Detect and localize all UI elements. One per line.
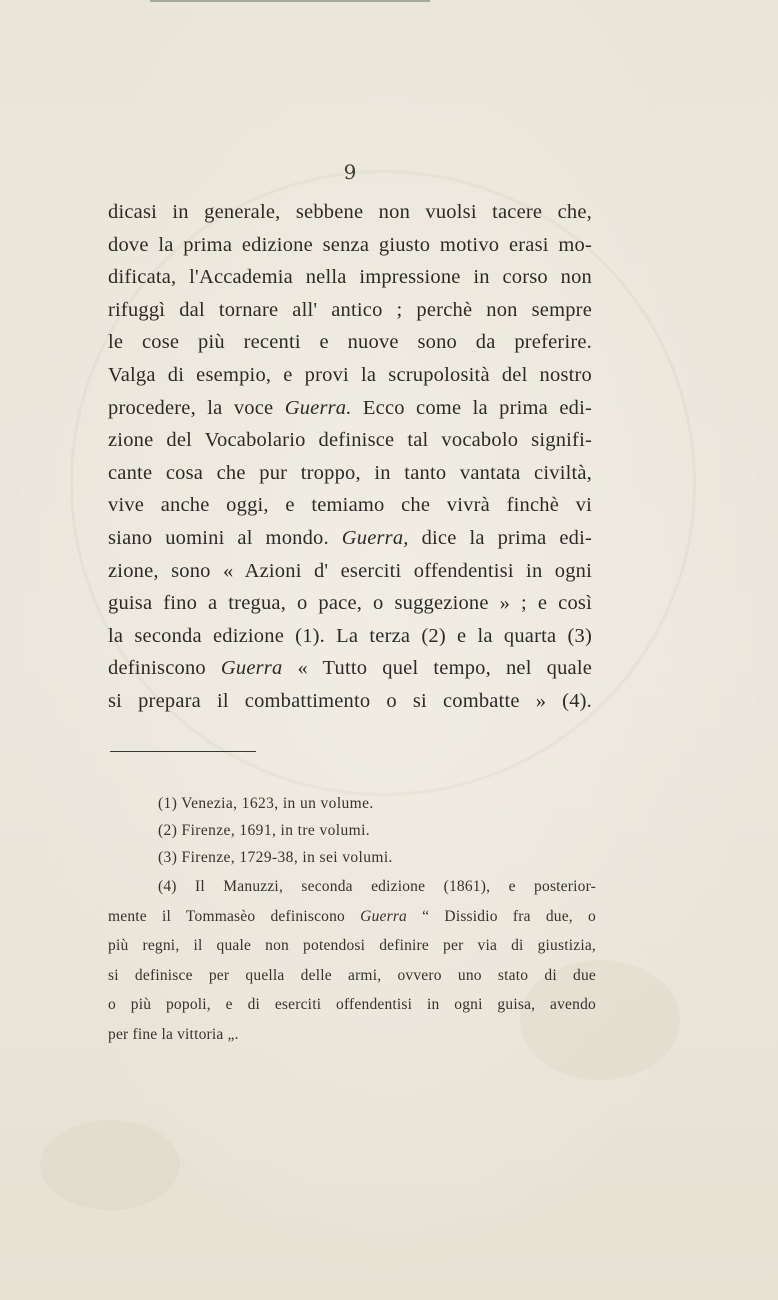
text-run: « Tutto quel tempo, nel quale — [282, 657, 593, 680]
text-line — [108, 522, 592, 555]
text-line: guisa fino a tregua, o pace, o suggezione » ; e così — [108, 592, 592, 615]
footnote-line: si definisce per quella delle armi, ovvero uno stato di due — [108, 966, 596, 984]
footnote-1: (1) Venezia, 1623, in un volume. — [158, 795, 374, 812]
body-paragraph — [108, 196, 592, 718]
footnote-3: (3) Firenze, 1729-38, in sei volumi. — [158, 849, 393, 866]
text-run: Ecco come la prima edi- — [351, 396, 592, 419]
text-line: dove la prima edizione senza giusto motivo erasi mo- — [108, 233, 592, 256]
page-number: 9 — [343, 160, 357, 184]
text-line: cante cosa che pur troppo, in tanto vantata civiltà, — [108, 461, 592, 484]
text-run: mente il Tommasèo definiscono — [108, 907, 361, 925]
text-line: le cose più recenti e nuove sono da preferire. — [108, 331, 592, 354]
footnote-2: (2) Firenze, 1691, in tre volumi. — [158, 822, 371, 839]
text-run: siano uomini al mondo. — [108, 526, 342, 549]
text-line: dicasi in generale, sebbene non vuolsi tacere che, — [108, 201, 592, 223]
text-run: definiscono — [108, 657, 221, 680]
page-top-edge — [150, 0, 430, 2]
text-line: la seconda edizione (1). La terza (2) e la quarta (3) — [108, 624, 592, 647]
text-line — [108, 392, 592, 425]
footnote-line: (4) Il Manuzzi, seconda edizione (1861), e posterior- — [158, 878, 596, 895]
text-line: vive anche oggi, e temiamo che vivrà finchè vi — [108, 494, 592, 517]
italic-term: Guerra. — [284, 396, 352, 419]
text-line: si prepara il combattimento o si combatte » (4). — [108, 689, 592, 712]
text-line: zione, sono « Azioni d' eserciti offendentisi in ogni — [108, 559, 592, 582]
italic-term: Guerra — [220, 657, 283, 680]
text-line: dificata, l'Accademia nella impressione in corso non — [108, 266, 592, 289]
footnote-4 — [108, 872, 596, 1049]
text-line: zione del Vocabolario definisce tal vocabolo signifi- — [108, 429, 592, 452]
text-run: dice la prima edi- — [408, 526, 592, 549]
italic-term: Guerra, — [341, 526, 409, 549]
text-run: procedere, la voce — [108, 396, 285, 419]
paper-stain — [40, 1120, 180, 1210]
footnote-line: per fine la vittoria „. — [108, 1025, 239, 1043]
footnote-separator-rule — [110, 751, 256, 752]
footnote-line: o più popoli, e di eserciti offendentisi in ogni guisa, avendo — [108, 996, 596, 1013]
text-line: rifuggì dal tornare all' antico ; perchè non sempre — [108, 298, 592, 321]
text-run: “ Dissidio fra due, o — [407, 907, 596, 925]
footnote-line: più regni, il quale non potendosi definire per via di giustizia, — [108, 937, 596, 954]
footnotes — [108, 790, 596, 1049]
italic-term: Guerra — [360, 907, 408, 925]
text-line — [108, 652, 592, 685]
text-line: Valga di esempio, e provi la scrupolosità del nostro — [108, 363, 592, 386]
footnote-line — [108, 902, 596, 932]
